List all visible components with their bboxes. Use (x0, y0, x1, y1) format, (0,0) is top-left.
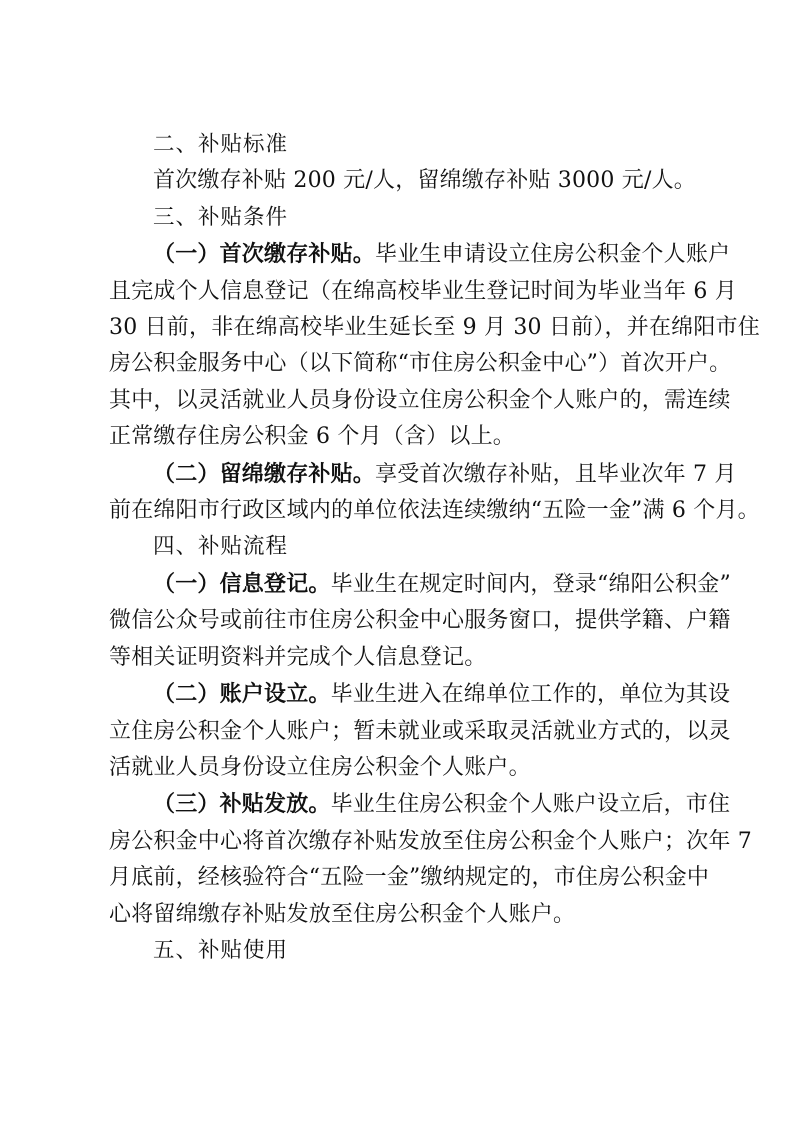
paragraph-line: 微信公众号或前往市住房公积金中心服务窗口，提供学籍、户籍 (109, 608, 731, 634)
item-label-retention-deposit: （二）留绵缴存补贴。 (153, 460, 376, 487)
section-heading-subsidy-standard: 二、补贴标准 (153, 132, 289, 157)
paragraph-line: 月底前，经核验符合“五险一金”缴纳规定的，市住房公积金中 (109, 865, 710, 891)
paragraph-line: 等相关证明资料并完成个人信息登记。 (109, 644, 487, 670)
paragraph-line: 房公积金中心将首次缴存补贴发放至住房公积金个人账户；次年 7 (109, 828, 752, 854)
paragraph-line: 30 日前，非在绵高校毕业生延长至 9 月 30 日前），并在绵阳市住 (109, 315, 760, 341)
paragraph-line: 且完成个人信息登记（在绵高校毕业生登记时间为毕业当年 6 月 (109, 278, 737, 304)
paragraph-line: 心将留绵缴存补贴发放至住房公积金个人账户。 (109, 901, 576, 927)
paragraph-line (109, 786, 731, 823)
paragraph-line: 前在绵阳市行政区域内的单位依法连续缴纳“五险一金”满 6 个月。 (109, 498, 760, 524)
paragraph-line: 首次缴存补贴 200 元/人，留绵缴存补贴 3000 元/人。 (153, 168, 696, 194)
paragraph-line (109, 236, 731, 273)
paragraph-line (109, 456, 737, 493)
section-heading-subsidy-process: 四、补贴流程 (153, 534, 289, 560)
paragraph-line: 其中，以灵活就业人员身份设立住房公积金个人账户的，需连续 (109, 387, 731, 413)
item-label-first-deposit: （一）首次缴存补贴。 (153, 241, 376, 268)
paragraph-line: 房公积金服务中心（以下简称“市住房公积金中心”）首次开户。 (109, 351, 732, 377)
paragraph-line (109, 676, 731, 713)
section-heading-subsidy-use: 五、补贴使用 (153, 937, 289, 963)
item-label-info-registration: （一）信息登记。 (153, 570, 331, 597)
paragraph-line: 活就业人员身份设立住房公积金个人账户。 (109, 754, 531, 780)
paragraph-text: 毕业生进入在绵单位工作的，单位为其设 (330, 682, 731, 708)
paragraph-text: 毕业生在规定时间内，登录“绵阳公积金” (330, 571, 731, 597)
item-label-subsidy-payment: （三）补贴发放。 (153, 791, 331, 818)
paragraph-line: 立住房公积金个人账户；暂未就业或采取灵活就业方式的，以灵 (109, 718, 731, 744)
document-body (109, 127, 760, 969)
paragraph-line: 正常缴存住房公积金 6 个月（含）以上。 (109, 424, 515, 450)
paragraph-text: 毕业生申请设立住房公积金个人账户 (375, 242, 731, 268)
paragraph-line (109, 566, 731, 603)
paragraph-text: 毕业生住房公积金个人账户设立后，市住 (330, 792, 731, 818)
section-heading-subsidy-conditions: 三、补贴条件 (153, 204, 289, 230)
item-label-account-setup: （二）账户设立。 (153, 681, 331, 708)
paragraph-text: 享受首次缴存补贴，且毕业次年 7 月 (375, 461, 737, 487)
